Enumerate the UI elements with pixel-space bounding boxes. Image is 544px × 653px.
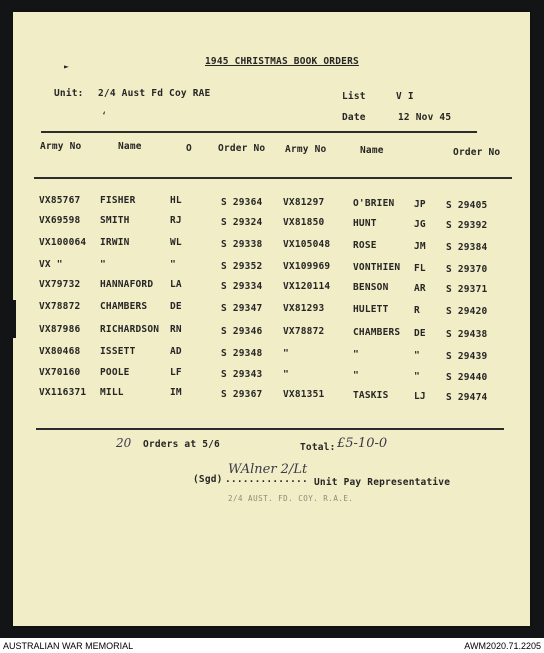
- cell-a-name: CHAMBERS: [100, 301, 148, 312]
- total-label: Total:: [300, 442, 336, 453]
- cell-b-order: S 29384: [446, 242, 488, 253]
- cell-b-name: HULETT: [353, 304, 389, 315]
- col-order-no-2: Order No: [453, 147, 501, 158]
- caption-left: AUSTRALIAN WAR MEMORIAL: [3, 641, 134, 651]
- cell-b-name: BENSON: [353, 282, 389, 293]
- unit-value: 2/4 Aust Fd Coy RAE: [98, 88, 211, 99]
- cell-a-name: IRWIN: [100, 237, 130, 248]
- col-name: Name: [118, 141, 142, 152]
- cell-a-init: RN: [170, 324, 182, 335]
- cell-a-no: VX78872: [39, 301, 81, 312]
- cell-b-no: VX78872: [283, 326, 325, 337]
- cell-a-no: VX80468: [39, 346, 81, 357]
- cell-b-name: ROSE: [353, 240, 377, 251]
- cell-b-name: ": [353, 349, 359, 360]
- date-value: 12 Nov 45: [398, 112, 452, 123]
- document-sheet: [13, 12, 530, 626]
- paper-edge-notch: [10, 300, 16, 338]
- cell-b-no: VX109969: [283, 261, 331, 272]
- cell-a-order: S 29347: [221, 303, 263, 314]
- cell-a-init: DE: [170, 301, 182, 312]
- list-value: V I: [396, 91, 414, 102]
- cell-a-no: VX100064: [39, 237, 87, 248]
- cell-a-no: VX70160: [39, 367, 81, 378]
- cell-b-init: R: [414, 305, 420, 316]
- cell-a-init: LF: [170, 367, 182, 378]
- col-order-no: Order No: [218, 143, 266, 154]
- cell-a-no: VX79732: [39, 279, 81, 290]
- col-army-no-2: Army No: [285, 144, 327, 155]
- cell-a-name: FISHER: [100, 195, 136, 206]
- cell-b-order: S 29371: [446, 284, 488, 295]
- cell-b-name: HUNT: [353, 218, 377, 229]
- cell-b-order: S 29474: [446, 392, 488, 403]
- cell-b-no: VX105048: [283, 239, 331, 250]
- top-rule: [41, 131, 477, 133]
- cell-b-order: S 29370: [446, 264, 488, 275]
- cell-b-init: JP: [414, 199, 426, 210]
- cell-b-order: S 29440: [446, 372, 488, 383]
- cell-a-init: AD: [170, 346, 182, 357]
- cell-b-init: ": [414, 350, 420, 361]
- sgd-label: (Sgd): [193, 474, 223, 485]
- cell-b-order: S 29438: [446, 329, 488, 340]
- cell-b-no: ": [283, 369, 289, 380]
- cell-b-init: JG: [414, 219, 426, 230]
- unit-pay-representative: Unit Pay Representative: [314, 477, 451, 488]
- col-name-2: Name: [360, 145, 384, 156]
- caption-right: AWM2020.71.2205: [464, 641, 541, 651]
- cell-b-order: S 29420: [446, 306, 488, 317]
- cell-b-init: LJ: [414, 391, 426, 402]
- cell-a-order: S 29334: [221, 281, 263, 292]
- cell-b-name: ": [353, 370, 359, 381]
- cell-b-no: VX81850: [283, 217, 325, 228]
- cell-b-name: VONTHIEN: [353, 262, 401, 273]
- cell-a-name: MILL: [100, 387, 124, 398]
- cell-a-order: S 29346: [221, 326, 263, 337]
- cell-b-order: S 29392: [446, 220, 488, 231]
- cell-a-order: S 29343: [221, 369, 263, 380]
- bullet-mark: ►: [64, 62, 70, 71]
- signature-handwritten: WAlner 2/Lt: [228, 462, 308, 477]
- orders-count-handwritten: 20: [116, 436, 132, 450]
- cell-a-no: VX ": [39, 259, 63, 270]
- cell-b-init: JM: [414, 241, 426, 252]
- cell-b-order: S 29405: [446, 200, 488, 211]
- cell-a-order: S 29338: [221, 239, 263, 250]
- cell-b-name: O'BRIEN: [353, 198, 395, 209]
- cell-a-order: S 29324: [221, 217, 263, 228]
- list-label: List: [342, 91, 366, 102]
- cell-b-order: S 29439: [446, 351, 488, 362]
- cell-a-init: LA: [170, 279, 182, 290]
- cell-a-name: ": [100, 259, 106, 270]
- col-army-no: Army No: [40, 141, 82, 152]
- cell-b-no: VX81297: [283, 197, 325, 208]
- document-title: 1945 CHRISTMAS BOOK ORDERS: [205, 56, 359, 67]
- cell-b-no: VX81293: [283, 303, 325, 314]
- pencil-mark: ‘: [101, 111, 108, 122]
- cell-b-no: ": [283, 348, 289, 359]
- cell-a-order: S 29348: [221, 348, 263, 359]
- date-label: Date: [342, 112, 366, 123]
- cell-b-init: ": [414, 371, 420, 382]
- cell-b-init: AR: [414, 283, 426, 294]
- cell-a-init: ": [170, 259, 176, 270]
- header-rule: [34, 177, 512, 179]
- orders-text: Orders at 5/6: [143, 439, 220, 450]
- cell-a-name: ISSETT: [100, 346, 136, 357]
- cell-b-init: FL: [414, 263, 426, 274]
- col-o: O: [186, 143, 192, 154]
- unit-stamp: 2/4 AUST. FD. COY. R.A.E.: [228, 494, 354, 503]
- signature-dots: ..............: [225, 474, 308, 485]
- cell-a-init: WL: [170, 237, 182, 248]
- cell-b-init: DE: [414, 328, 426, 339]
- cell-b-name: CHAMBERS: [353, 327, 401, 338]
- cell-a-name: POOLE: [100, 367, 130, 378]
- cell-a-init: IM: [170, 387, 182, 398]
- cell-a-order: S 29364: [221, 197, 263, 208]
- cell-b-no: VX81351: [283, 389, 325, 400]
- cell-a-init: RJ: [170, 215, 182, 226]
- unit-label: Unit:: [54, 88, 84, 99]
- bottom-rule: [36, 428, 504, 430]
- cell-a-no: VX116371: [39, 387, 87, 398]
- cell-b-no: VX120114: [283, 281, 331, 292]
- cell-a-order: S 29367: [221, 389, 263, 400]
- cell-a-no: VX87986: [39, 324, 81, 335]
- cell-b-name: TASKIS: [353, 390, 389, 401]
- cell-a-name: SMITH: [100, 215, 130, 226]
- cell-a-name: RICHARDSON: [100, 324, 160, 335]
- cell-a-init: HL: [170, 195, 182, 206]
- cell-a-no: VX85767: [39, 195, 81, 206]
- cell-a-order: S 29352: [221, 261, 263, 272]
- total-handwritten: £5-10-0: [337, 436, 388, 451]
- cell-a-name: HANNAFORD: [100, 279, 154, 290]
- cell-a-no: VX69598: [39, 215, 81, 226]
